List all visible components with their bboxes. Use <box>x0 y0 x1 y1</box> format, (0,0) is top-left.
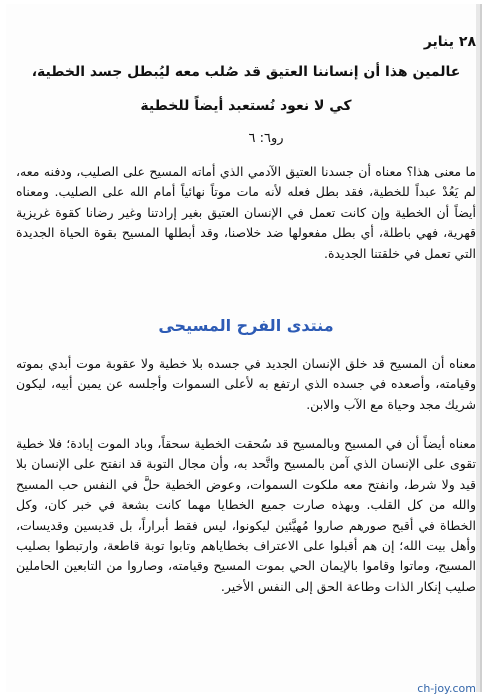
verse-line-2: كي لا نعود نُستعبد أيضاً للخطية <box>140 98 352 114</box>
verse-line-1: عالمين هذا أن إنساننا العتيق قد صُلب معه ليُبطل جسد الخطية، <box>31 64 461 80</box>
verse-reference: رو٦: ٦ <box>248 131 284 146</box>
paragraph-3 <box>16 434 476 597</box>
page-date: ٢٨ يناير <box>423 34 476 50</box>
paragraph-1-text: ما معنى هذا؟ معناه أن جسدنا العتيق الآدمي الذي أماته المسيح على الصليب، ودفنه معه، لم يَعُدْ عبداً للخطية، فقد بطل فعله لأنه مات موتاً نهائياً أمام الله على الصليب. ومعناه أيضاً أن الخطية وإن كانت تعمل في الإنسان العتيق بغير إرادتنا وغير رضانا كقوة غريزية قهرية، فهي باطلة، أي بطل مفعولها ضد خلاصنا، وقد أبطلها المسيح بقوة الحياة الجديدة التي تعمل في خلقتنا الجديدة. <box>16 164 476 261</box>
page-edge-shadow <box>476 4 480 692</box>
paragraph-3-text: معناه أيضاً أن في المسيح وبالمسيح قد سُحقت الخطية سحقاً، وباد الموت إبادة؛ فلا خطية تقوى على الإنسان الذي آمن بالمسيح واتَّحد به، وأن مجال التوبة قد انفتح على الإنسان بلا قيد ولا شرط، وانفتح معه ملكوت السموات، وعوض الخطية حلَّ في النفس حب المسيح والله من كل القلب. وبهذه صارت جميع الخطايا مهما كانت بشعة في خبر كان، وكل الخطاة في أقبح صورهم صاروا مُهيَّئين ليكونوا، ليس فقط أبراراً، بل قديسين وقديسات، وأهل بيت الله؛ إن هم أقبلوا على الاعتراف بخطاياهم وتابوا توبة قاطعة، وارتبطوا بصليب المسيح، وماتوا وقاموا بالإيمان الحي بموت المسيح وقيامته، وصاروا من التابعين الحاملين صليب إنكار الذات وطاعة الحق إلى النفس الأخير. <box>16 436 476 594</box>
site-watermark: ch-joy.com <box>417 682 476 695</box>
paragraph-2 <box>16 354 476 415</box>
paragraph-2-text: معناه أن المسيح قد خلق الإنسان الجديد في جسده بلا خطية ولا عقوبة موت أبدي بموته وقيامته، وأصعده في جسده الذي ارتفع به لأعلى السموات وأجلسه عن يمين أبيه، ليكون شريك مجد وحياة مع الآب والابن. <box>16 356 476 412</box>
paragraph-1 <box>16 162 476 264</box>
scanned-page <box>6 4 482 695</box>
forum-name-overlay: منتدى الفرح المسيحى <box>158 316 334 335</box>
